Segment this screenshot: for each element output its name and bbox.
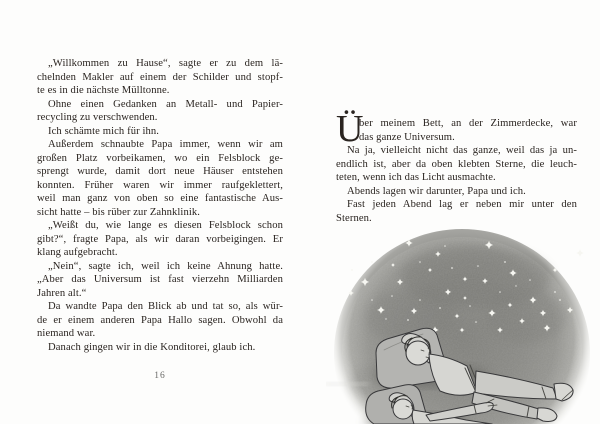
text-line: klang aufgebracht. (37, 247, 118, 258)
text-line: chelnden Makler auf einem der Schilder und stopf- (37, 71, 283, 83)
text-line: Da wandte Papa den Blick ab und tat so, als wür- (48, 301, 283, 312)
star-dot (371, 299, 373, 301)
text-line: „Nein“, sagte ich, weil ich keine Ahnung hatte. (48, 260, 283, 272)
star-dot (385, 318, 386, 319)
text-line: teten, wenn ich das Licht ausmachte. (336, 172, 496, 183)
star-dot (351, 269, 353, 271)
star-dot (419, 299, 421, 301)
text-line: Abends lagen wir darunter, Papa und ich. (347, 185, 526, 197)
text-line: de er einem anderen Papa Hallo sagen. Obwohl da (37, 314, 283, 326)
text-line: großen Platz vorbeikamen, wo ein Felsblock ge- (37, 152, 283, 164)
star-dot (559, 299, 561, 301)
text-line: „Willkommen zu Hause“, sagte er zu dem lä- (48, 58, 283, 69)
text-line: ber meinem Bett, an der Zimmerdecke, war (359, 118, 577, 129)
text-line: recycling zu verschwenden. (37, 112, 158, 123)
star-dot (407, 319, 409, 321)
star-dot (451, 267, 453, 269)
son-head (393, 399, 413, 419)
star-dot (504, 261, 506, 263)
star-dot (444, 245, 446, 247)
text-line: Sternen. (336, 212, 372, 224)
star-dot (371, 261, 373, 263)
text-line: konnten. Früher waren wir immer raufgeklettert, (37, 179, 283, 191)
text-line: niemand war. (37, 328, 96, 339)
night-sky-illustration (326, 222, 600, 424)
text-line: „Weißt du, wie lange es diesen Felsblock schon (48, 220, 283, 231)
father-head (406, 341, 430, 365)
text-line: te es in die nächste Mülltonne. (37, 85, 170, 96)
left-page-text (37, 57, 283, 354)
text-line: Ohne einen Gedanken an Metall- und Papier- (48, 98, 283, 110)
drop-cap: Ü (336, 108, 364, 150)
star-dot (499, 291, 501, 293)
right-page-paragraphs (336, 144, 577, 225)
text-line: sicht hatte – bis rüber zur Zahnklinik. (37, 206, 201, 218)
star-dot (554, 291, 556, 293)
star-dot (419, 261, 421, 263)
text-line: Jahren alt.“ (37, 287, 87, 299)
star-dot (469, 305, 471, 307)
text-line: Fast jeden Abend lag er neben mir unter den (347, 199, 577, 210)
text-line: sprengt wurde, damit dort neue Häuser entstehen (37, 166, 283, 177)
star-dot (529, 279, 531, 281)
drop-cap-paragraph (336, 108, 577, 150)
page-number: 16 (154, 371, 166, 381)
text-line: Na ja, vielleicht nicht das ganze, weil das ja un- (347, 145, 577, 156)
text-line: Ich schämte mich für ihn. (48, 125, 160, 137)
star-dot (391, 295, 393, 297)
text-line: endlich ist, aber da oben klebten Sterne, die leuch- (336, 158, 577, 170)
right-page-text (336, 108, 577, 225)
text-line: Außerdem schnaubte Papa immer, wenn wir am (48, 139, 283, 150)
text-line: „Aber das Universum ist fast vierzehn Milliarden (37, 274, 283, 285)
text-line: gibt?“, fragte Papa, als wir daran vorbeigingen. Er (37, 233, 283, 245)
star-icon (576, 249, 584, 257)
star-dot (477, 265, 479, 267)
star-dot (515, 285, 516, 286)
text-line: weil man ganz von oben so eine fantastische Aus- (37, 193, 283, 204)
star-dot (475, 321, 477, 323)
text-line: das ganze Universum. (359, 131, 455, 143)
text-line: Danach gingen wir in die Konditorei, glaub ich. (48, 341, 256, 353)
star-dot (439, 307, 441, 309)
